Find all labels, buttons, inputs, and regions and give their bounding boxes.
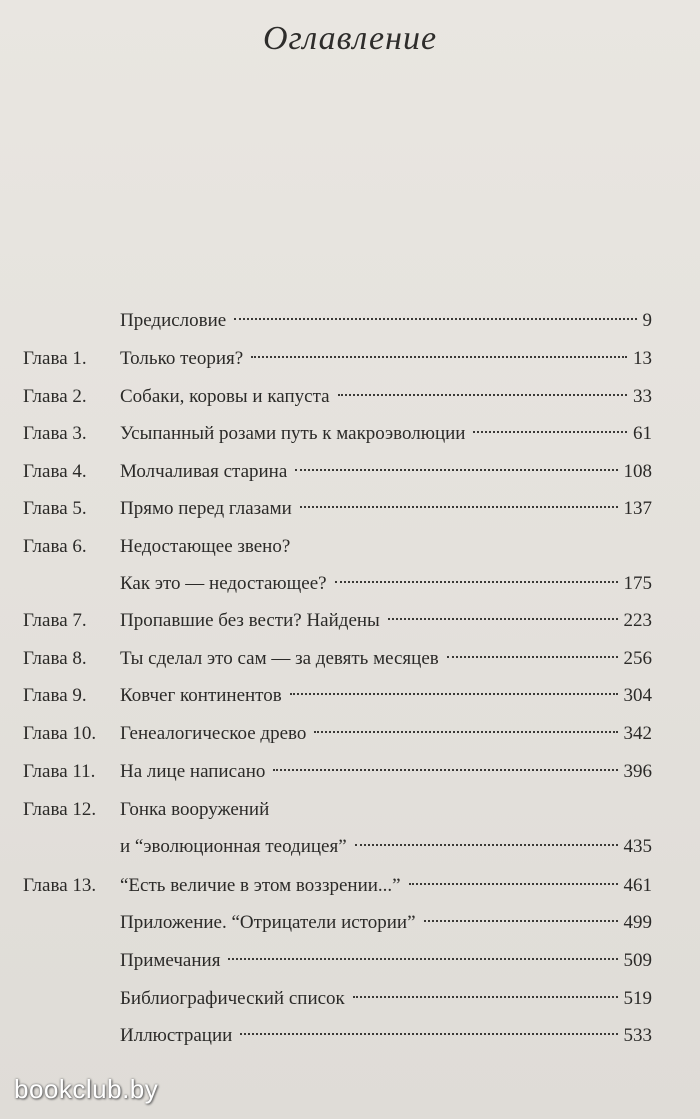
toc-leader-dots [295, 469, 617, 471]
toc-chapter-label: Глава 11. [23, 761, 96, 782]
toc-row [0, 306, 700, 336]
toc-entry-title: Как это — недостающее? [120, 573, 327, 594]
page-title: Оглавление [262, 20, 438, 57]
toc-chapter-label: Глава 6. [23, 536, 87, 557]
toc-leader-dots [228, 958, 617, 960]
toc-entry-title: На лице написано [120, 761, 266, 782]
toc-leader-dots [314, 731, 617, 733]
toc-page-number: 342 [623, 723, 652, 744]
toc-entry-title: и “эволюционная теодицея” [120, 836, 347, 857]
toc-entry-title: Пропавшие без вести? Найдены [120, 610, 380, 631]
toc-chapter-label: Глава 8. [23, 648, 87, 669]
toc-page-number: 223 [623, 610, 652, 631]
toc-entry-title: Только теория? [120, 348, 244, 369]
toc-chapter-label: Глава 3. [23, 423, 87, 444]
toc-chapter-label: Глава 12. [23, 799, 97, 820]
toc-leader-dots [273, 769, 617, 771]
toc-row [0, 795, 700, 825]
toc-row [0, 494, 700, 524]
toc-leader-dots [447, 656, 618, 658]
toc-page-number: 533 [623, 1025, 652, 1046]
toc-row [0, 1021, 700, 1051]
toc-page-number: 304 [623, 685, 652, 706]
toc-row [0, 532, 700, 562]
toc-row [0, 681, 700, 711]
toc-row [0, 871, 700, 901]
toc-page-number: 9 [642, 310, 652, 331]
toc-entry-title: Недостающее звено? [120, 536, 291, 557]
toc-leader-dots [335, 581, 618, 583]
toc-page-number: 108 [623, 461, 652, 482]
toc-chapter-label: Глава 5. [23, 498, 87, 519]
toc-leader-dots [251, 356, 627, 358]
toc-row [0, 644, 700, 674]
toc-page-number: 519 [623, 988, 652, 1009]
toc-row [0, 606, 700, 636]
toc-entry-title: Прямо перед глазами [120, 498, 292, 519]
toc-entry-title: Гонка вооружений [120, 799, 270, 820]
toc-row [0, 719, 700, 749]
toc-row [0, 984, 700, 1014]
toc-chapter-label: Глава 2. [23, 386, 87, 407]
toc-leader-dots [338, 394, 627, 396]
toc-leader-dots [473, 431, 627, 433]
toc-page-number: 499 [623, 912, 652, 933]
toc-row [0, 569, 700, 599]
toc-leader-dots [424, 920, 618, 922]
toc-entry-title: Ты сделал это сам — за девять месяцев [120, 648, 439, 669]
toc-leader-dots [300, 506, 618, 508]
toc-row [0, 382, 700, 412]
toc-row [0, 419, 700, 449]
toc-chapter-label: Глава 7. [23, 610, 87, 631]
toc-entry-title: Предисловие [120, 310, 227, 331]
toc-chapter-label: Глава 13. [23, 875, 97, 896]
toc-row [0, 832, 700, 862]
toc-leader-dots [353, 996, 618, 998]
toc-chapter-label: Глава 10. [23, 723, 97, 744]
toc-entry-title: Библиографический список [120, 988, 345, 1009]
toc-row [0, 457, 700, 487]
toc-page-number: 435 [623, 836, 652, 857]
toc-entry-title: Примечания [120, 950, 221, 971]
toc-entry-title: Генеалогическое древо [120, 723, 307, 744]
toc-entry-title: Собаки, коровы и капуста [120, 386, 330, 407]
toc-leader-dots [234, 318, 636, 320]
toc-page-number: 137 [623, 498, 652, 519]
toc-entry-title: Ковчег континентов [120, 685, 282, 706]
toc-row [0, 946, 700, 976]
toc-page-number: 13 [633, 348, 652, 369]
toc-entry-title: Иллюстрации [120, 1025, 233, 1046]
toc-leader-dots [290, 693, 618, 695]
toc-page-number: 509 [623, 950, 652, 971]
toc-entry-title: “Есть величие в этом воззрении...” [120, 875, 401, 896]
toc-page-number: 33 [633, 386, 652, 407]
toc-page-number: 61 [633, 423, 652, 444]
toc-entry-title: Усыпанный розами путь к макроэволюции [120, 423, 466, 444]
toc-page-number: 396 [623, 761, 652, 782]
toc-page-number: 461 [623, 875, 652, 896]
toc-page-number: 175 [623, 573, 652, 594]
toc-leader-dots [240, 1033, 617, 1035]
toc-entry-title: Молчаливая старина [120, 461, 288, 482]
toc-chapter-label: Глава 1. [23, 348, 87, 369]
toc-leader-dots [355, 844, 618, 846]
toc-chapter-label: Глава 4. [23, 461, 87, 482]
toc-page-number: 256 [623, 648, 652, 669]
toc-row [0, 757, 700, 787]
toc-leader-dots [388, 618, 618, 620]
toc-row [0, 344, 700, 374]
site-watermark: bookclub.by [14, 1074, 159, 1104]
toc-chapter-label: Глава 9. [23, 685, 87, 706]
toc-row [0, 908, 700, 938]
toc-entry-title: Приложение. “Отрицатели истории” [120, 912, 416, 933]
toc-leader-dots [409, 883, 618, 885]
